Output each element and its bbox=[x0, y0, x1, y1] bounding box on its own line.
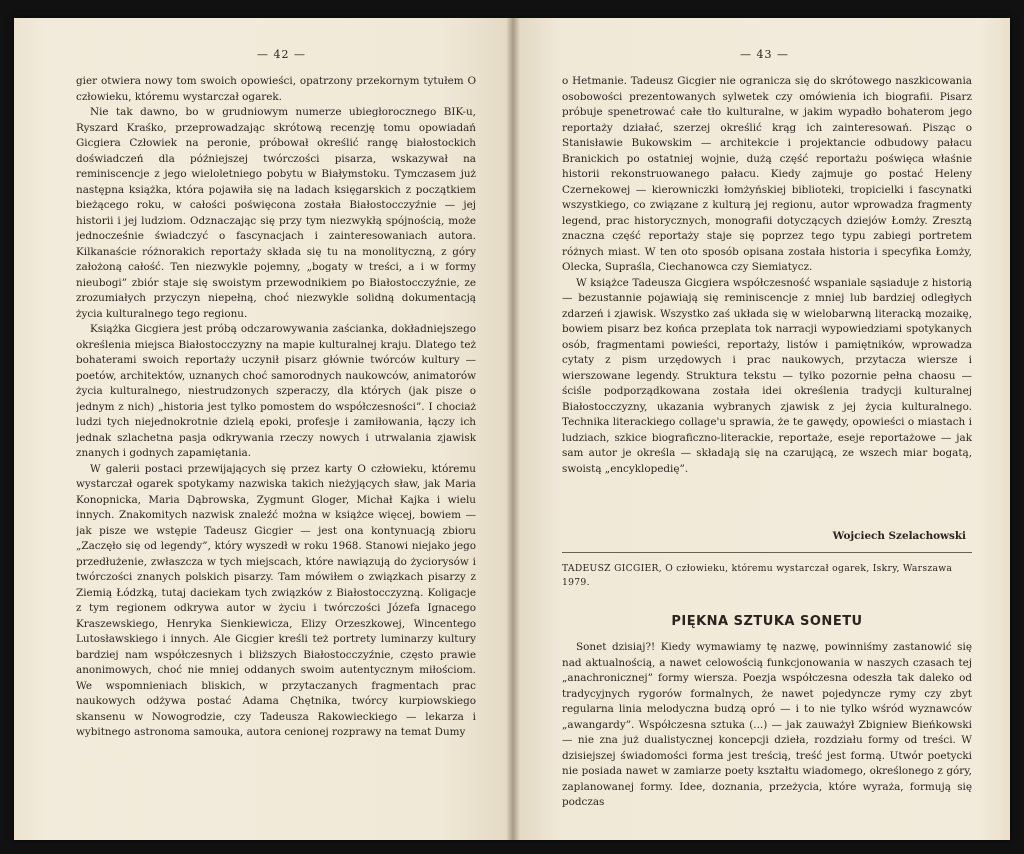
book-gutter bbox=[506, 18, 520, 840]
paragraph: W galerii postaci przewijających się przez karty O człowieku, któremu wystarczał ogarek spotykamy nazwiska takich nieżyjących sław, jak Maria Konopnicka, Maria Dąbrowska, Zygmunt Gloger, Michał Kajka i wielu innych. Znakomitych nazwisk znaleźć można w książce więcej, bowiem — jak pisze we wstępie Tadeusz Gicgier — jest ona kontynuacją zbioru „Zaczęło się od legendy”, który wyszedł w roku 1968. Stanowi niejako jego przedłużenie, zwłaszcza w tych miejscach, które nawiązują do życiorysów i twórczości znanych polskich pisarzy. Tam mówiłem o związkach pisarzy z Ziemią Łódzką, tutaj daciekam tych związków z Białostocczyzną. Koligacje z tym regionem odkrywa autor w życiu i twórczości Józefa Ignacego Kraszewskiego, Henryka Sienkiewicza, Elizy Orzeszkowej, Wincentego Lutosławskiego i innych. Ale Gicgier kreśli też portrety luminarzy kultury bardziej nam współczesnych i bliższych Białostocczyźnie, często prawie anonimowych, choć nie mniej oddanych swoim autentycznym miłościom. We wspomnieniach bliskich, w przytaczanych fragmentach prac naukowych odżywa postać Adama Chętnika, twórcy kurpiowskiego skansenu w Nowogrodzie, czy Tadeusza Rakowieckiego — lekarza i wybitnego astronoma samouka, autora cenionej rozprawy na temat Dumy bbox=[76, 462, 476, 738]
right-page bbox=[512, 18, 1010, 840]
section-title: PIĘKNA SZTUKA SONETU bbox=[671, 614, 863, 629]
page-number-right: — 43 — bbox=[740, 48, 789, 61]
left-page bbox=[14, 18, 512, 840]
paragraph: Książka Gicgiera jest próbą odczarowywania zaścianka, dokładniejszego określenia miejsca Białostocczyzny na mapie kulturalnej kraju. Dlatego też bohaterami swoich reportaży uczynił pisarz głównie twórców kultury — poetów, architektów, uznanych choć samorodnych naukowców, animatorów życia kulturalnego, niestrudzonych szperaczy, dla których (jak pisze o jednym z nich) „historia jest tylko pomostem do współczesności”. I chociaż ludzi tych niejednokrotnie dzielą epoki, profesje i zamiłowania, łączy ich jednak szlachetna pasja odkrywania rzeczy nowych i utrwalania zjawisk znanych i godnych zapamiętania. bbox=[76, 323, 476, 459]
paragraph: W książce Tadeusza Gicgiera współczesność wspaniale sąsiaduje z historią — bezustannie pojawiają się reminiscencje z mniej lub bardziej odległych zdarzeń i zjawisk. Wszystko zaś układa się w wielobarwną literacką mozaikę, bowiem pisarz bez końca przeplata tok narracji wypowiedziami spotykanych osób, fragmentami powieści, reportaży, listów i pamiętników, wprowadza cytaty z pism urzędowych i prac naukowych, przytacza wiersze i wierszowane legendy. Struktura tekstu — tylko pozornie pełna chaosu — ściśle podporządkowana została idei określenia tradycji kulturalnej Białostocczyzny, ukazania wybranych zjawisk z jej życia kulturalnego. Technika literackiego collage'u sprawia, że te gawędy, opowieści o miastach i ludziach, szkice biograficzno-literackie, reportaże, eseje reportażowe — jak sam autor je określa — składają się na czarującą, ze wszech miar bogatą, swoistą „encyklopedię”. bbox=[562, 276, 972, 475]
paragraph: gier otwiera nowy tom swoich opowieści, opatrzony przekornym tytułem O człowieku, któremu wystarczał ogarek. bbox=[76, 75, 476, 103]
right-page-text bbox=[562, 74, 972, 584]
paragraph: Nie tak dawno, bo w grudniowym numerze ubiegłorocznego BIK-u, Ryszard Kraśko, przeprowadzając skrótową recenzję tomu opowiadań Gicgiera Człowiek na peronie, próbował określić rangę białostockich doświadczeń dla późniejszej twórczości pisarza, wskazywał na reminiscencje z jego wieloletniego pobytu w Białymstoku. Tymczasem już następna książka, która pojawiła się na ladach księgarskich z początkiem bieżącego roku, w całości poświęcona została Białostocczyźnie — jej historii i jej ludziom. Odznaczając się przy tym niezwykłą spójnością, może jednocześnie świadczyć o fascynacjach i zainteresowaniach autora. Kilkanaście różnorakich reportaży składa się tu na monolityczną, z góry założoną całość. Ten niezwykle pojemny, „bogaty w treści, a i w formy nieubogi” zbiór staje się swoistym przewodnikiem po Białostocczyźnie, ze zrozumiałych przyczyn niepełną, choć niezwykle solidną dokumentacją życia kulturalnego tego regionu. bbox=[76, 106, 476, 320]
paragraph: o Hetmanie. Tadeusz Gicgier nie ogranicza się do skrótowego naszkicowania osobowości prezentowanych sylwetek czy omówienia ich biografii. Pisarz próbuje spenetrować całe tło kulturalne, w jakim wypadło bohaterom jego reportaży działać, szerzej określić krąg ich zainteresowań. Pisząc o Stanisławie Bukowskim — architekcie i projektancie odbudowy pałacu Branickich po ostatniej wojnie, dużą część reportażu poświęca właśnie historii rekonstruowanego pałacu. Kiedy zajmuje go postać Heleny Czernekowej — kierowniczki łomżyńskiej biblioteki, tropicielki i fascynatki wszystkiego, co związane z kulturą jej regionu, autor wprowadza fragmenty legend, prac historycznych, monografii dotyczących dziejów Łomży. Zresztą znaczna część reportaży staje się poprzez tego typu zabiegi portretem różnych miast. W ten oto sposób opisana została historia i specyfika Łomży, Olecka, Supraśla, Ciechanowca czy Siemiatycz. bbox=[562, 75, 972, 273]
divider bbox=[562, 552, 972, 553]
author-signature: Wojciech Szelachowski bbox=[832, 530, 966, 542]
book-citation: TADEUSZ GICGIER, O człowieku, któremu wystarczał ogarek, Iskry, Warszawa 1979. bbox=[562, 563, 953, 588]
book-spread bbox=[14, 18, 1010, 840]
section-text bbox=[562, 640, 972, 836]
paragraph: Sonet dzisiaj?! Kiedy wymawiamy tę nazwę, powinniśmy zastanowić się nad aktualnością, a nawet celowością funkcjonowania w naszych czasach tej „anachronicznej” formy wiersza. Poezja współczesna odeszła tak daleko od tradycyjnych rygorów formalnych, że nawet pojedyncze rymy czy zbyt regularna linia melodyczna budzą opró — i to nie tylko wśród wyznawców „awangardy”. Współczesna sztuka (...) — jak zauważył Zbigniew Bieńkowski — nie zna już dualistycznej koncepcji dzieła, rozdziału formy od treści. W dzisiejszej świadomości forma jest treścią, treść jest formą. Utwór poetycki nie posiada nawet w zamiarze poety kształtu wiadomego, określonego z góry, zaplanowanej formy. Idee, doznania, przeżycia, które wyraża, formują się podczas bbox=[562, 641, 972, 808]
left-page-text bbox=[76, 74, 476, 834]
page-number-left: — 42 — bbox=[257, 48, 306, 61]
